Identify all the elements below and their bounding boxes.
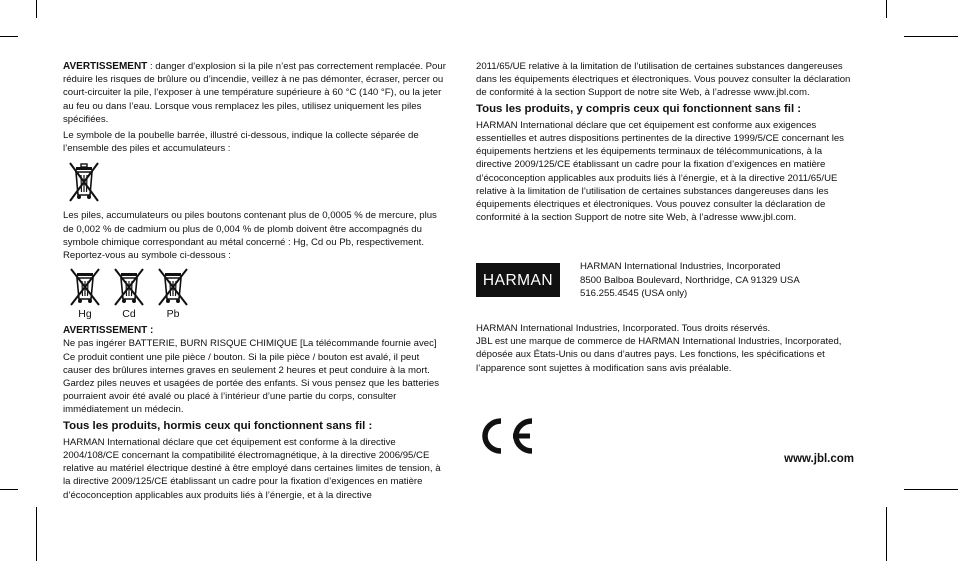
ce-mark-icon — [474, 416, 536, 456]
chemical-label: Cd — [122, 308, 136, 321]
explosion-warning — [63, 60, 446, 126]
bin-symbol-intro: Le symbole de la poubelle barrée, illustré ci-dessous, indique la collecte séparée de l’ensemble des piles et accumulateurs : — [63, 130, 419, 155]
wireless-text: HARMAN International déclare que cet équipement est conforme aux exigences essentielles et autres dispositions pertinentes de la directive 1999/5/CE concernant les équipements hertziens et les équipements terminaux de télécommunications, à la directive 2009/125/CE établissant un cadre pour la fixation d’exigences en matière d’écoconception applicables aux produits liés à l’énergie, et à la directive 2011/65/UE relative à la limitation de l’utilisation de certaines substances dangereuses dans les équipements électriques et électroniques. Vous pouvez consulter la déclaration de conformité à la section Support de notre site Web, à l’adresse www.jbl.com. — [476, 119, 844, 224]
left-column — [63, 60, 446, 505]
crossed-bin-icon — [67, 161, 446, 203]
copyright-line: HARMAN International Industries, Incorporated. Tous droits réservés. — [476, 323, 771, 335]
crop-mark — [886, 507, 887, 561]
chemical-label: Pb — [166, 308, 180, 321]
chemical-label: Hg — [78, 308, 92, 321]
trademark-line: JBL est une marque de commerce de HARMAN International Industries, Incorporated, déposée aux États-Unis ou dans d’autres pays. Les fonctions, les spécifications et l’apparence sont sujettes à modification sans avis préalable. — [476, 336, 842, 374]
website-url: www.jbl.com — [784, 453, 854, 465]
non-wireless-heading: Tous les produits, hormis ceux qui fonctionnent sans fil : — [63, 419, 373, 432]
chemical-bin-icons — [67, 268, 446, 320]
crop-mark — [36, 507, 37, 561]
warning-text: : danger d’explosion si la pile n’est pas correctement remplacée. Pour réduire les risques de brûlure ou d’incendie, veillez à ne pas démonter, écraser, percer ou court-circuiter la pile, l’exposer à une température supérieure à 60 °C (140 °F), ou la jeter au feu ou dans l’eau. Lorsque vous remplacez les piles, utilisez uniquement les piles spécifiées. — [63, 61, 446, 125]
crop-mark — [36, 0, 37, 18]
crop-mark — [904, 36, 958, 37]
mercury-bin-symbol — [67, 268, 103, 320]
harman-logo: HARMAN — [476, 263, 560, 297]
chemical-symbol-intro: Les piles, accumulateurs ou piles boutons contenant plus de 0,0005 % de mercure, plus de 0,002 % de cadmium ou plus de 0,004 % de plomb doivent être accompagnés du symbole chimique correspondant au métal concerné : Hg, Cd ou Pb, respectivement. Reportez-vous au symbole ci-dessous : — [63, 210, 437, 262]
directive-continuation: 2011/65/UE relative à la limitation de l’utilisation de certaines substances dangereuses dans les équipements électriques et électroniques. Vous pouvez consulter la déclaration de conformité à la section Support de notre site Web, à l’adresse www.jbl.com. — [476, 61, 851, 99]
address-line: 8500 Balboa Boulevard, Northridge, CA 91329 USA — [580, 274, 800, 286]
crop-mark — [904, 489, 958, 490]
cadmium-bin-symbol — [111, 268, 147, 320]
warning-title: AVERTISSEMENT — [63, 61, 148, 72]
harman-address — [580, 260, 800, 300]
non-wireless-text: HARMAN International déclare que cet équipement est conforme à la directive 2004/108/CE concernant la compatibilité électromagnétique, à la directive 2006/95/CE relative au matériel électrique destiné à être employé dans certaines limites de tension, à la directive 2009/125/CE établissant un cadre pour la fixation d’exigences en matière d’écoconception applicables aux produits liés à l’énergie, et à la directive — [63, 436, 441, 501]
crossed-bin-icon — [68, 268, 102, 306]
lead-bin-symbol — [155, 268, 191, 320]
harman-block — [476, 260, 858, 300]
address-line: 516.255.4545 (USA only) — [580, 287, 688, 299]
wireless-heading: Tous les produits, y compris ceux qui fonctionnent sans fil : — [476, 102, 802, 115]
battery-warning-text: Ne pas ingérer BATTERIE, BURN RISQUE CHIMIQUE [La télécommande fournie avec] Ce produit contient une pile pièce / bouton. Si la pile pièce / bouton est avalé, il peut causer des brûlures internes graves en seulement 2 heures et peut conduire à la mort. Gardez piles neuves et usagées de portée des enfants. Si vous pensez que les batteries pourraient avoir été avalé ou placé à l’intérieur d’une partie du corps, consulter immédiatement un médecin. — [63, 338, 439, 416]
right-column — [476, 60, 858, 375]
battery-warning-title: AVERTISSEMENT : — [63, 325, 154, 337]
crop-mark — [886, 0, 887, 18]
address-line: HARMAN International Industries, Incorporated — [580, 261, 781, 273]
crop-mark — [0, 489, 18, 490]
crop-mark — [0, 36, 18, 37]
crossed-bin-icon — [156, 268, 190, 306]
crossed-bin-icon — [112, 268, 146, 306]
legal-notice — [476, 322, 858, 375]
